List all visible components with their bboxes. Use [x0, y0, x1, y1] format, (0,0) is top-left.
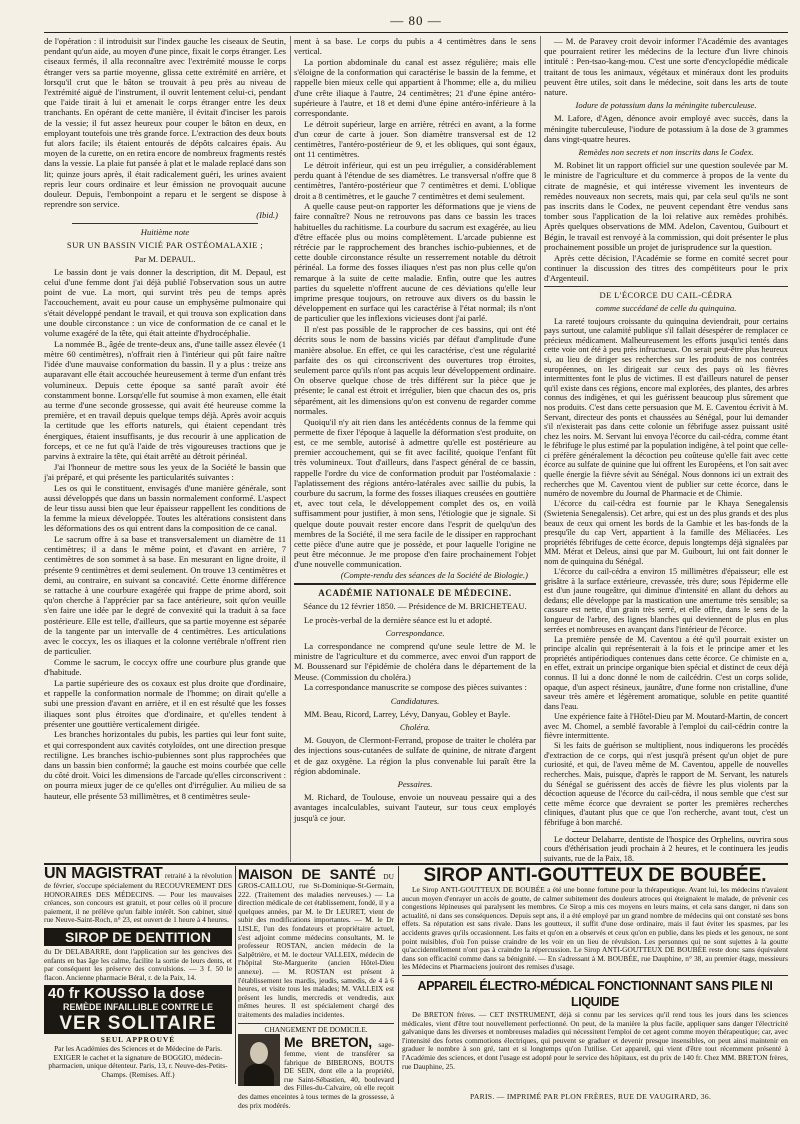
- article-title: DE L'ÉCORCE DU CAIL-CÉDRA: [599, 290, 733, 301]
- column-2: [294, 36, 536, 862]
- paragraph: Si les faits de guérison se multiplient, nous indiquerons les procédés d'extraction de ce corps, qui n'est jusqu'à présent qu'un objet de pure curiosité, et qui, de l'aveu même de M. Caventou, appelle de nouvelles recherches. Mais, puisque, d'après le rapport de M. Servant, les naturels du Sénégal se guérissent des accès de fièvre les plus violents par la décoction aqueuse de l'écorce du cail-cédra, il nous semble que c'est sur cette même écorce que devraient se porter les premières recherches cliniques, d'autant plus que ce que l'on recherche, avant tout, c'est un fébrifuge à bon marché.: [544, 741, 788, 827]
- section-heading: ACADÉMIE NATIONALE DE MÉDECINE.: [318, 588, 512, 599]
- paragraph: Comme le sacrum, le coccyx offre une courbure plus grande que d'habitude.: [44, 656, 286, 678]
- ad-rule: [235, 866, 236, 1084]
- paragraph: Une expérience faite à l'Hôtel-Dieu par M. Moutard-Martin, de concert avec M. Chomel, a semblé favorable à l'emploi du cail-cédrin contre la fièvre intermittente.: [544, 711, 788, 741]
- ad-text: du Dr DELABARRE, dont l'application sur les gencives des enfants en bas âge les calme, facilite la sortie de leurs dents, et par conséquent les préserve des convulsions. — 3 f. 50 le flacon. Ancienne pharmacie Béral, r. de la Paix, 14.: [44, 946, 232, 982]
- ad-text: Le Sirop ANTI-GOUTTEUX DE BOUBÉE a été une bonne fortune pour la thérapeutique. Avant lui, les médecins n'avaient aucun moyen d'enrayer un accès de goutte, de calmer subitement des douleurs atroces qui éteignaient le malade, de prévenir ces congestions lépineuses qui paralysent les membres. Ce Sirop a mis ces moyens en leurs mains, et cela sans danger, ni dans son actualité, ni dans ses conséquences. Depuis sept ans, il a été employé par un grand nombre de médecins qui ont constaté ses bons effets. Sa réputation est sans rivale. Dans les goutteux, il suffit d'une dose ordinaire, mais il faut éviter les spasmes, par les accidents graves qu'ils occasionnent. Les faits et qu'on en a observés et ceux qu'on en publie, dans les pieds et les genoux, ne sont point nuisibles, d'où l'on puisse craindre de les voir en un lieu de révulsion. Les personnes qui ne sont sujettes à la goutte qu'accidentellement n'ont pas à craindre la répercussion. Le Sirop ANTI-GOUTTEUX DE BOUBÉE reste donc sans équivalent dans son efficacité comme dans sa bénignité. — En s'adressant à M. BOUBÉE, rue Dauphine, n° 38, au premier étage, messieurs les Médecins et Pharmaciens jouiront des remises d'usage.: [402, 885, 788, 972]
- paragraph: La nommée B., âgée de trente-deux ans, d'une taille assez élevée (1 mètre 60 centimètres), n'offrait rien à l'intérieur qui pût faire naître l'idée d'une mauvaise conformation du bassin. Il y a plus : treize ans auparavant elle était accouchée heureusement à terme d'un enfant très volumineux. Depuis cette époque sa santé paraît avoir été constamment bonne. Lorsqu'elle fut soumise à mon examen, elle était au terme d'une seconde grossesse, qui avait été heureuse comme la première, et en travail depuis quelque temps déjà. Après avoir acquis la certitude que les efforts naturels, qui étaient cependant très énergiques, étaient insuffisants, je dus recourir à une application de forceps, et ce ne fut qu'à l'aide de très vigoureuses tractions que je parvins à extraire la tête, qui était arrêté au détroit périnéal.: [44, 338, 286, 461]
- paragraph: Les os qui le constituent, envisagés d'une manière générale, sont aussi développés que dans un bassin normalement conformé. L'aspect de leur tissu aussi bien que leur épaisseur rappellent les conditions de la femme la mieux développée. Toutes les altérations consistent dans les déformations des os qui entrent dans la composition de ce canal.: [44, 482, 286, 534]
- divider: [572, 831, 760, 832]
- ad-title: SIROP DE DENTITION: [44, 928, 232, 946]
- section-heading: Huitième note: [140, 227, 190, 238]
- ad-title: Me BRETON,: [284, 1034, 372, 1051]
- ad-column-3: [402, 866, 788, 1084]
- printer-imprint: [470, 1092, 711, 1101]
- ad-breton: [238, 1023, 394, 1111]
- top-rule: [44, 32, 788, 33]
- ad-approval: SEUL APPROUVÉ: [100, 1035, 176, 1045]
- paragraph: M. Gouyon, de Clermont-Ferrand, propose de traiter le choléra par des injections sous-cutanées de sulfate de quinine, de nitrate d'argent et de gaz oxygène. La région la plus convenable lui paraît être la région abdominale.: [294, 735, 536, 776]
- subheading: Candidatures.: [390, 695, 440, 706]
- ad-title: UN MAGISTRAT: [44, 865, 163, 882]
- ad-subtitle: DU GROS-CAILLOU, rue St-Dominique-St-Germain, 222.: [238, 872, 394, 899]
- column-1: [44, 36, 286, 862]
- ad-text: (Traitement des maladies nerveuses.) — La direction médicale de cet établissement, fondé, il y a quelques années, par M. le Dr LEURET, vient de subir des modifications importantes. — M. le Dr LISLE, l'un des fondateurs et propriétaire actuel, s'est adjoint comme médecins consultants, M. le professeur ROSTAN, ancien médecin de la Salpêtrière, et M. le docteur VALLEIX, médecin de l'hôpital Ste-Marguerite (ancien Hôtel-Dieu annexe). — M. ROSTAN est présent à l'établissement les mardis, jeudis, samedis, de 4 à 6 heures, et visite tous les malades; M. VALLEIX est présent les lundis, mercredis et vendredis, aux mêmes heures. Il est spécialement chargé des traitements des maladies incidentes.: [238, 889, 394, 1019]
- ad-subtitle: REMÈDE INFAILLIBLE CONTRE LE: [44, 1002, 232, 1013]
- paragraph: L'écorce du cail-cédra est fournie par le Khaya Senegalensis (Swietenia Senegalensis). Cet arbre, qui est un des plus grands et des plus beaux de ceux qui ornent les bords de la Gambie et les bas-fonds de la presqu'île du cap Vert, appartient à la famille des Méliacées. Les propriétés fébrifuges de cette écorce, depuis longtemps déjà signalées par MM. Mérat et Deleus, ainsi que par M. Guibourt, lui ont fait donner le nom de quinquina du Sénégal.: [544, 499, 788, 566]
- source-reference: (Ibid.): [256, 209, 278, 220]
- paragraph: La première pensée de M. Caventou a été qu'il pourrait exister un principe alcalin qui représenterait à la fois et le principe amer et les propriétés antipériodiques contenues dans cette écorce. Ce chimiste en a, en effet, extrait un principe organique bien spécial et distinct de ceux déjà connus. Il lui a donc donné le nom de cailcédrin. C'est un corps solide, opaque, d'un aspect résineux, jaunâtre, d'une forme non cristalline, d'une saveur très amère et légèrement aromatique, soluble en petite quantité dans l'eau.: [544, 634, 788, 711]
- ad-magistrat: [44, 866, 232, 925]
- ad-subtitle: CHANGEMENT DE DOMICILE.: [264, 1024, 368, 1034]
- paragraph: Le détroit supérieur, large en arrière, rétréci en avant, a la forme d'un cœur de carte à jouer. Son diamètre transversal est de 12 centimètres, l'antéro-postérieur de 9, et les obliques, qui sont égaux, ont 11 centimètres.: [294, 118, 536, 160]
- ad-title: APPAREIL ÉLECTRO-MÉDICAL FONCTIONNANT SANS PILE NI LIQUIDE: [417, 978, 773, 1009]
- paragraph: La portion abdominale du canal est assez régulière; mais elle s'éloigne de la conformation qui caractérise le bassin de la femme, et rappelle bien mieux celle qui appartient à l'homme; elle a, du milieu d'une crête iliaque à l'autre, 24 centimètres; 21 d'une épine antéro-supérieure à l'autre, et 18 et demi d'une épine antéro-inférieure à la correspondante.: [294, 56, 536, 118]
- divider: [544, 286, 788, 287]
- ad-text: sage-femme, vient de transférer sa fabrique de BIBERONS, BOUTS DE SEIN, dont elle a la propriété, rue Saint-Sébastien, 40, boulevard des Filles-du-Calvaire, où elle reçoit des dames enceintes à tous termes de la grossesse, à des prix modérés.: [238, 1040, 394, 1110]
- ad-text: retraité à la révolution de février, s'occupe spécialement du RECOUVREMENT DES HONORAIRES DES MÉDECINS. — Pour les mauvaises créances, son concours est gratuit, et pour celles où il procure paiement, il ne prélève qu'un faible intérêt. Son cabinet, situé rue Neuve-Saint-Roch, n° 23, est ouvert de 1 heure à 4 heures.: [44, 871, 232, 925]
- paragraph: Il n'est pas possible de le rapprocher de ces bassins, qui ont été décrits sous le nom de bassins viciés par défaut d'amplitude d'une manière absolue. En effet, ce qui les caractérise, c'est une régularité parfaite des os qui circonscrivent des ouvertures trop étroites, seulement parce qu'ils n'ont pas acquis leur développement ordinaire. On observe quelque chose de très différent sur la pièce que je présente; le canal est étroit et irrégulier, bien que chacun des os, pris séparément, ait les dimensions qu'on est convenu de regarder comme normales.: [294, 324, 536, 416]
- ad-column-1: [44, 866, 232, 1084]
- paragraph: ment à sa base. Le corps du pubis a 4 centimètres dans le sens vertical.: [294, 36, 536, 57]
- article-columns: [44, 36, 788, 862]
- column-3: [544, 36, 788, 862]
- subheading: Iodure de potassium dans la méningite tuberculeuse.: [575, 100, 757, 111]
- paragraph: M. Richard, de Toulouse, envoie un nouveau pessaire qui a des avantages incalculables, suivant l'auteur, sur tous ceux employés jusqu'à ce jour.: [294, 792, 536, 823]
- divider: [294, 583, 536, 585]
- article-author: Par M. DEPAUL.: [134, 253, 196, 264]
- divider: [72, 223, 258, 224]
- paragraph: La correspondance ne comprend qu'une seule lettre de M. le ministre de l'agriculture et du commerce, avec envoi d'un rapport de M. Boussenard sur l'épidémie de choléra dans le département de la Meuse. (Commission du choléra.): [294, 641, 536, 682]
- paragraph: Le sacrum offre à sa base et transversalement un diamètre de 11 centimètres; il a dans le même point, et d'avant en arrière, 7 centimètres de son sommet à sa base. En mesurant en ligne droite, il présente 9 centimètres et demi seulement. On trouve 13 centimètres et demi, au contraire, en suivant sa concavité. Cette énorme différence se rattache à une courbure exagérée qui frappe de prime abord, soit qu'on cherche à l'apprécier par sa face antérieure, soit qu'on veuille s'en faire une idée par le degré de convexité qui la traduit à sa face postérieure. Elle est telle, d'ailleurs, que sa partie moyenne est séparée de la tangente par un intervalle de 4 centimètres. Les articulations avec le coccyx, les os iliaques et la colonne vertébrale n'offrent rien de particulier.: [44, 534, 286, 657]
- paragraph: Les branches horizontales du pubis, les parties qui leur font suite, et qui correspondent aux cavités cotyloïdes, ont une direction presque rectiligne. Les branches ischio-pubiennes sont plus rapprochées que dans un bassin bien conformé; la gauche est moins courbée que celle du côté droit. Voici les dimensions de l'arcade qu'elles circonscrivent : on pourra mieux juger de ce qu'elles ont d'irrégulier. Au milieu de sa hauteur, elle présente 53 millimètres, et 8 centimètres seule-: [44, 729, 286, 801]
- paragraph: MM. Beau, Ricord, Larrey, Lévy, Danyau, Gobley et Bayle.: [304, 708, 511, 719]
- portrait-engraving: [238, 1034, 280, 1086]
- ad-title: SIROP ANTI-GOUTTEUX DE BOUBÉE.: [423, 865, 767, 886]
- ad-text: De BRETON frères. — CET INSTRUMENT, déjà si connu par les services qu'il rend tous les jours dans les sciences médicales, vient d'être tout nouvellement perfectionné. On peut, de la manière la plus facile, appliquer sans danger l'électricité galvanique dans les diverses et nombreuses maladies qui nécessitent l'emploi de cet agent comme moyen thérapeutique; car, avec l'intensité des fortes commotions électriques, qui peuvent se graduer et devenir presque insensibles, on peut ainsi maintenir en graduer le nombre à son gré, tant et si longtemps qu'on l'utilise. Cet appareil, qui vient d'être tout récemment présenté à l'Académie des sciences, et dont l'usage est adopté pour le service des hôpitaux, est du prix de 140 fr. Chez MM. BRETON frères, rue Dauphine, 25.: [402, 1009, 788, 1071]
- subheading: Choléra.: [399, 722, 431, 732]
- page-number: — 80 —: [390, 13, 442, 28]
- subheading: Pessaires.: [397, 779, 433, 790]
- ad-column-2: [238, 866, 394, 1110]
- ad-title-large: VER SOLITAIRE: [44, 1013, 232, 1034]
- paragraph: A quelle cause peut-on rapporter les déformations que je viens de faire connaître? Nous ne retrouvons pas dans ce bassin les traces habituelles du rachitisme. La courbure du sacrum est exagérée, au lieu d'être effacée plus ou moins complètement. L'arcade pubienne est rétrécie par le rapprochement des branches ischio-pubiennes, et de cette double circonstance résulte un resserrement notable du détroit périnéal. La forme des fosses iliaques n'est pas non plus celle qu'on remarque à la suite de cette maladie. Enfin, outre que les autres parties du squelette n'offrent aucune de ces déviations qu'elle leur imprime presque toujours, on retrouve aux divers os du bassin le développement en surface qui les caractérise à l'état normal; ils n'ont de particulier que les inflexions vicieuses dont j'ai parlé.: [294, 201, 536, 324]
- paragraph: M. Robinet lit un rapport officiel sur une question soulevée par M. le ministre de l'agriculture et du commerce à propos de la vente du citrate de magnésie, et qui intéresse vivement les inventeurs de remèdes nouveaux non secrets, mais qui, par cela seul qu'ils ne sont pas inscrits dans le Codex, ne peuvent cependant être vendus sans tomber sous l'application de la loi relative aux remèdes prohibés. Après quelques observations de MM. Adelon, Caventou, Guibourt et Bégin, le travail est renvoyé à la commission, qui doit présenter le plus prochainement possible un projet de jurisprudence sur la question.: [544, 160, 788, 252]
- session-line: Séance du 12 février 1850. — Présidence de M. BRICHETEAU.: [303, 601, 527, 612]
- ad-price: 40 fr: [48, 985, 80, 1003]
- paragraph: Après cette décision, l'Académie se forme en comité secret pour continuer la discussion des titres des compétiteurs pour le prix d'Argenteuil.: [544, 252, 788, 283]
- ad-rule: [398, 866, 399, 1084]
- paragraph: L'écorce du cail-cédra a environ 15 millimètres d'épaisseur; elle est grisâtre à la surface extérieure, crevassée, très dure; sous l'épiderme elle est d'un jaune rougeâtre, qui diminue d'intensité en allant du dehors au dedans; elle développe par la mastication une amertume très sensible; sa cassure est nette, d'un grain très serré, et elle offre, dans le sens de la longueur de l'arbre, des lignes blanches qui deviennent de plus en plus serrées et nombreuses en avançant dans l'intérieur de l'écorce.: [544, 567, 788, 634]
- paragraph: La correspondance manuscrite se compose des pièces suivantes :: [304, 682, 527, 693]
- paragraph: Le procès-verbal de la dernière séance est lu et adopté.: [304, 614, 493, 625]
- article-title: SUR UN BASSIN VICIÉ PAR OSTÉOMALAXIE ;: [66, 240, 264, 251]
- paragraph: Le docteur Delabarre, dentiste de l'hospice des Orphelins, ouvrira sous cours d'éthérisation jeudi prochain à 2 heures, et le continuera les jeudis suivants, rue de la Paix, 18.: [544, 834, 788, 863]
- paragraph: Quoiqu'il n'y ait rien dans les antécédents connus de la femme qui permette de fixer l'époque à laquelle la déformation s'est produite, on est, ce me semble, autorisé à admettre qu'elle est postérieure au premier accouchement, qui se fit avec facilité, quoique l'enfant fût très volumineux. Tout d'ailleurs, dans l'aspect général de ce bassin, rappelle l'ordre du vice de conformation produit par l'ostéomalaxie : l'aplatissement des régions antéro-latérales avec saillie du pubis, la courbure du sacrum, la forme des fosses iliaques creusées en gouttière et, avec tout cela, le développement complet des os, en voilà suffisamment pour justifier, à mon sens, l'étiologie que je signale. Si quelque doute pouvait rester encore dans l'esprit de quelqu'un des membres de la Société, il me sera facile de le dissiper en rapprochant cette pièce d'une autre que je possède, et pour laquelle l'origine ne peut être méconnue. Je me propose d'en faire prochainement l'objet d'une nouvelle communication.: [294, 416, 536, 570]
- paragraph: de l'opération : il introduisit sur l'index gauche les ciseaux de Seutin, pendant qu'un aide, au moyen d'une pince, fixait le corps étranger. Les ciseaux fermés, il alla reconnaître avec l'extrémité mousse le corps étranger vers sa partie moyenne, glissa cette extrémité en arrière, et lorsqu'il crut que le bâton se trouvait à peu près au niveau de l'extrémité aiguë de l'instrument, il ouvrit lentement celui-ci, pendant que l'aide tirait à lui et amenait le corps étranger entre les deux tranchants. En opérant de cette manière, il évitait d'inciser les parois de la vessie; il fut assez heureux pour couper le bâton en deux, en employant toutefois une très grande force. L'extraction des deux bouts fut alors facile; ils étaient entourés de dépôts calcaires épais. Au moyen de la curette, on en retira encore de nombreux fragments restés dans la vessie. La plaie fut pansée à plat et le malade replacé dans son lit; quinze jours après, il était radicalement guéri, les urines avaient repris leur cours ordinaire et leur émission ne provoquait aucune douleur. Depuis, l'embonpoint a reparu et le sergent se dispose à reprendre son service.: [44, 36, 286, 210]
- ad-text: Par les Académies des Sciences et de Médecine de Paris. EXIGER le cachet et la signature de BOGGIO, médecin-pharmacien, unique détenteur. Paris, 13, r. Neuve-des-Petits-Champs. (Remises. Aff.): [48, 1043, 228, 1079]
- imprint-text: PARIS. — IMPRIMÉ PAR PLON FRÈRES, RUE DE VAUGIRARD, 36.: [470, 1092, 712, 1101]
- paragraph: J'ai l'honneur de mettre sous les yeux de la Société le bassin que j'ai préparé, et qui présente les particularités suivantes :: [44, 461, 286, 482]
- column-rule: [290, 36, 291, 862]
- ad-title: KOUSSO la dose: [83, 985, 205, 1003]
- article-subtitle: comme succédané de celle du quinquina.: [595, 303, 737, 314]
- ad-title: MAISON DE SANTÉ: [238, 866, 376, 882]
- paragraph: — M. de Paravey croit devoir informer l'Académie des avantages que pourraient retirer les médecins de la lecture d'un livre chinois intitulé : Pen-tsao-kang-mou. C'est une sorte d'encyclopédie médicale traitant de tous les animaux, végétaux et minéraux dont les produits peuvent être utiles, soit dans le médecine, soit dans les arts de toute nature.: [544, 36, 788, 98]
- subheading: Remèdes non secrets et non inscrits dans le Codex.: [578, 147, 754, 158]
- paragraph: Le détroit inférieur, qui est un peu irrégulier, a considérablement perdu quant à l'étendue de ses diamètres. Le transversal n'offre que 8 centimètres, l'antéro-postérieur que 7 centimètres et demi. L'oblique droit a 8 centimètres, et le gauche 7 centimètres et demi seulement.: [294, 159, 536, 201]
- paragraph: La rareté toujours croissante du quinquina deviendrait, pour certains pays surtout, une calamité publique s'il fallait désespérer de remplacer ce précieux médicament. Malheureusement les efforts jusqu'ici tentés dans cette voie ont été à peu près infructueux. On serait peut-être plus heureux si, au lieu de diriger ses recherches sur les produits de nos contrées européennes, on les dirigeait sur ceux des pays où les fièvres intermittentes font le plus de victimes. Il est d'ailleurs naturel de penser qu'il existe dans ces régions, encore mal explorées, des plantes, des arbres connus des indigènes, et qui les guérissent beaucoup plus sûrement que nos produits. C'est dans cette persuasion que M. E. Caventou écrivit à M. Servant, directeur des ponts et chaussées au Sénégal, pour lui demander s'il n'existerait pas dans cette colonie un fébrifuge assez puissant usité chez les noirs. M. Servant lui envoya l'écorce du cail-cédra, comme étant le fébrifuge le plus estimé par la population indigène, à tel point que celle-ci préfère généralement la décoction peu coûteuse qu'elle fait avec cette écorce au sulfate de quinine que lui offrent les Européens, et l'on sait avec quelle énergie la fièvre sévit au Sénégal. Nous donnons ici un extrait des recherches que M. Caventou vient de publier sur cette écorce, dans le numéro de novembre du Journal de Pharmacie et de Chimie.: [544, 316, 788, 499]
- paragraph: Le bassin dont je vais donner la description, dit M. Depaul, est celui d'une femme dont j'ai déjà publié l'observation sous un autre point de vue. La mort, qui survint très peu de temps après l'accouchement, avait eu pour cause un emphysème pulmonaire qui s'était développé pendant le travail, et qui trouva son explication dans une double circonstance : un vice de conformation de ce canal et le volume exagéré de la tête, qui était atteinte d'hydrocéphalie.: [44, 266, 286, 338]
- paragraph: La partie supérieure des os coxaux est plus droite que d'ordinaire, et rappelle la conformation normale de l'homme; on dirait qu'elle a subi une pression d'avant en arrière, et il en est résulté que les fosses iliaques sont plus étroites que d'ordinaire, et qu'elles tendent à présenter une gouttière verticalement dirigée.: [44, 677, 286, 729]
- column-rule: [540, 36, 541, 862]
- subheading: Correspondance.: [385, 627, 445, 638]
- source-reference: (Compte-rendu des séances de la Société de Biologie.): [340, 570, 528, 581]
- ad-kousso-header: [44, 985, 232, 1002]
- paragraph: M. Lafore, d'Agen, dénonce avoir employé avec succès, dans la méningite tuberculeuse, l'iodure de potassium à la dose de 3 grammes dans vingt-quatre heures.: [544, 113, 788, 144]
